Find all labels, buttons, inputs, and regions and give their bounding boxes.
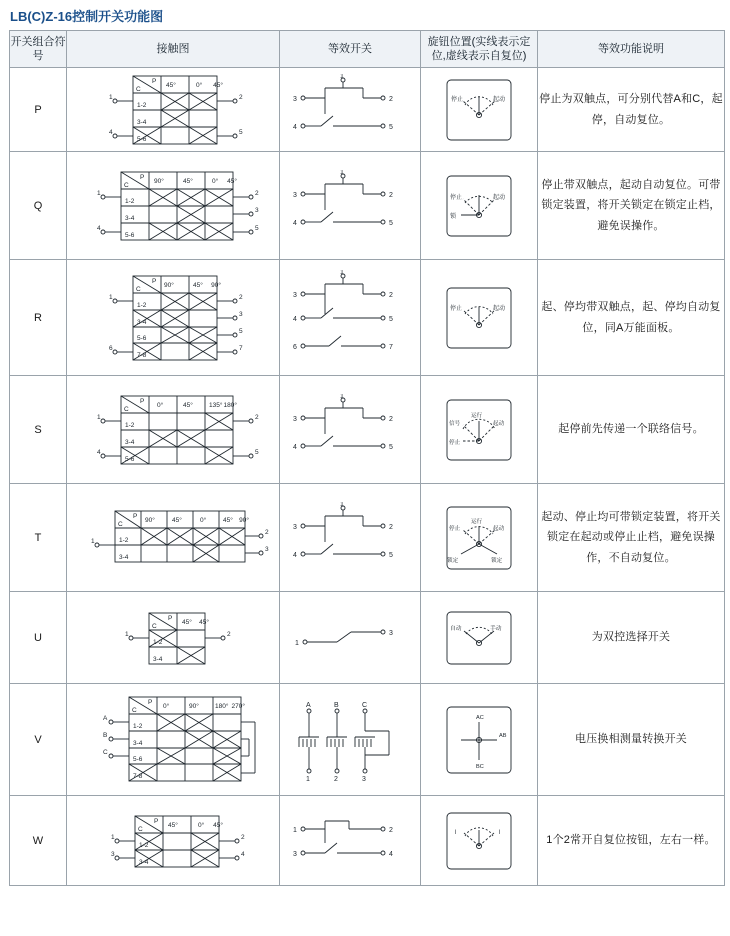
svg-text:3: 3 bbox=[293, 191, 297, 199]
header-row bbox=[10, 31, 725, 68]
knob-position-diagram bbox=[421, 68, 538, 152]
svg-text:A: A bbox=[306, 701, 311, 709]
svg-text:45°: 45° bbox=[166, 81, 176, 89]
svg-text:运行: 运行 bbox=[471, 518, 483, 525]
svg-text:B: B bbox=[103, 731, 108, 739]
svg-text:90°: 90° bbox=[164, 281, 174, 289]
svg-text:C: C bbox=[362, 701, 368, 709]
svg-text:4: 4 bbox=[389, 850, 393, 858]
svg-text:C: C bbox=[124, 181, 129, 189]
svg-text:3-4: 3-4 bbox=[133, 739, 143, 747]
svg-text:起动: 起动 bbox=[493, 96, 506, 103]
svg-text:4: 4 bbox=[109, 128, 113, 136]
svg-text:0°: 0° bbox=[157, 401, 164, 409]
svg-text:6: 6 bbox=[109, 344, 113, 352]
knob-position-diagram bbox=[421, 484, 538, 592]
svg-text:3: 3 bbox=[293, 415, 297, 423]
svg-text:90°: 90° bbox=[154, 177, 164, 185]
equivalent-switch-svg bbox=[285, 697, 415, 783]
svg-text:90°: 90° bbox=[145, 516, 155, 524]
svg-text:45°: 45° bbox=[213, 821, 223, 829]
svg-text:45°: 45° bbox=[199, 618, 209, 626]
svg-text:起动: 起动 bbox=[493, 194, 506, 201]
svg-text:5: 5 bbox=[389, 219, 393, 227]
row-description: 起停前先传递一个联络信号。 bbox=[538, 376, 725, 484]
svg-text:BC: BC bbox=[476, 763, 484, 770]
svg-text:3: 3 bbox=[293, 523, 297, 531]
svg-text:3: 3 bbox=[255, 206, 259, 214]
svg-text:45°: 45° bbox=[183, 177, 193, 185]
row-description: 电压换相测量转换开关 bbox=[538, 684, 725, 796]
svg-text:2: 2 bbox=[255, 413, 259, 421]
svg-text:4: 4 bbox=[293, 219, 297, 227]
svg-text:3: 3 bbox=[111, 850, 115, 858]
svg-text:5: 5 bbox=[255, 224, 259, 232]
contact-diagram bbox=[67, 68, 280, 152]
svg-text:5-6: 5-6 bbox=[125, 231, 135, 239]
svg-text:3-4: 3-4 bbox=[125, 438, 135, 446]
knob-position-svg bbox=[437, 502, 521, 574]
row-symbol: W bbox=[10, 796, 67, 886]
svg-text:90°: 90° bbox=[211, 281, 221, 289]
svg-text:5-6: 5-6 bbox=[137, 334, 147, 342]
svg-text:2: 2 bbox=[389, 191, 393, 199]
row-symbol: S bbox=[10, 376, 67, 484]
row-symbol: P bbox=[10, 68, 67, 152]
svg-text:停止: 停止 bbox=[450, 194, 463, 201]
contact-diagram-svg bbox=[73, 689, 273, 791]
svg-text:C: C bbox=[138, 825, 143, 833]
svg-text:1-2: 1-2 bbox=[133, 722, 143, 730]
row-description: 停止为双触点，可分别代替A和C，起停，自动复位。 bbox=[538, 68, 725, 152]
svg-text:1: 1 bbox=[295, 639, 299, 647]
svg-text:5: 5 bbox=[389, 123, 393, 131]
svg-text:0°: 0° bbox=[212, 177, 219, 185]
svg-text:5: 5 bbox=[255, 448, 259, 456]
svg-text:C: C bbox=[136, 285, 141, 293]
svg-text:1: 1 bbox=[340, 269, 344, 276]
knob-position-svg bbox=[437, 75, 521, 145]
contact-diagram-svg bbox=[73, 605, 273, 671]
svg-text:1: 1 bbox=[340, 501, 344, 508]
contact-diagram-svg bbox=[73, 268, 273, 368]
svg-text:7-8: 7-8 bbox=[137, 351, 147, 359]
contact-diagram bbox=[67, 152, 280, 260]
row-description: 起动、停止均可带锁定装置，将开关锁定在起动或停止止档，避免误操作，不自动复位。 bbox=[538, 484, 725, 592]
svg-text:AC: AC bbox=[476, 714, 484, 721]
svg-text:45°: 45° bbox=[183, 401, 193, 409]
svg-text:P: P bbox=[140, 173, 145, 181]
row-symbol: V bbox=[10, 684, 67, 796]
svg-text:C: C bbox=[132, 706, 137, 714]
svg-text:1: 1 bbox=[340, 393, 344, 400]
svg-text:90°: 90° bbox=[189, 702, 199, 710]
svg-text:C: C bbox=[103, 748, 108, 756]
svg-text:停止: 停止 bbox=[449, 525, 461, 532]
svg-text:5: 5 bbox=[389, 551, 393, 559]
function-table bbox=[9, 30, 725, 886]
header-equivalent-switch: 等效开关 bbox=[280, 31, 421, 68]
row-description: 停止带双触点，起动自动复位。可带锁定装置，将开关锁定在锁定止档，避免误操作。 bbox=[538, 152, 725, 260]
svg-text:4: 4 bbox=[97, 448, 101, 456]
knob-position-diagram bbox=[421, 376, 538, 484]
equivalent-switch-diagram bbox=[280, 152, 421, 260]
svg-text:0°: 0° bbox=[198, 821, 205, 829]
table-body bbox=[10, 68, 725, 886]
svg-text:45°: 45° bbox=[193, 281, 203, 289]
svg-text:5: 5 bbox=[389, 315, 393, 323]
table-row bbox=[10, 68, 725, 152]
knob-position-diagram bbox=[421, 260, 538, 376]
svg-text:2: 2 bbox=[389, 826, 393, 834]
svg-text:3-4: 3-4 bbox=[137, 118, 147, 126]
svg-text:1: 1 bbox=[340, 73, 344, 80]
svg-text:270°: 270° bbox=[231, 702, 245, 710]
equivalent-switch-diagram bbox=[280, 484, 421, 592]
svg-text:1-2: 1-2 bbox=[119, 536, 129, 544]
svg-text:停止: 停止 bbox=[449, 439, 461, 446]
svg-text:5: 5 bbox=[389, 443, 393, 451]
svg-text:2: 2 bbox=[389, 291, 393, 299]
page-title: LB(C)Z-16控制开关功能图 bbox=[10, 9, 164, 24]
svg-text:2: 2 bbox=[227, 630, 231, 638]
svg-text:45°: 45° bbox=[223, 516, 233, 524]
row-description: 1个2常开自复位按钮，左右一样。 bbox=[538, 796, 725, 886]
contact-diagram bbox=[67, 260, 280, 376]
svg-text:2: 2 bbox=[334, 775, 338, 783]
svg-text:1-2: 1-2 bbox=[125, 421, 135, 429]
knob-position-svg bbox=[437, 171, 521, 241]
svg-text:2: 2 bbox=[241, 833, 245, 841]
row-symbol: R bbox=[10, 260, 67, 376]
svg-text:锁定: 锁定 bbox=[447, 557, 459, 564]
svg-text:手动: 手动 bbox=[490, 625, 502, 632]
table-row bbox=[10, 260, 725, 376]
knob-position-svg bbox=[437, 283, 521, 353]
svg-text:4: 4 bbox=[293, 551, 297, 559]
svg-text:3: 3 bbox=[293, 95, 297, 103]
svg-text:0°: 0° bbox=[163, 702, 170, 710]
svg-text:3: 3 bbox=[293, 850, 297, 858]
svg-text:锁定: 锁定 bbox=[491, 557, 503, 564]
contact-diagram bbox=[67, 484, 280, 592]
equivalent-switch-svg bbox=[285, 618, 415, 658]
table-header bbox=[10, 31, 725, 68]
svg-text:2: 2 bbox=[389, 95, 393, 103]
svg-text:45°: 45° bbox=[227, 177, 237, 185]
knob-position-diagram bbox=[421, 152, 538, 260]
svg-text:C: C bbox=[136, 85, 141, 93]
svg-text:7-8: 7-8 bbox=[133, 772, 143, 780]
svg-text:1: 1 bbox=[293, 826, 297, 834]
svg-text:1: 1 bbox=[97, 413, 101, 421]
equivalent-switch-svg bbox=[285, 813, 415, 869]
svg-text:1: 1 bbox=[109, 293, 113, 301]
svg-text:P: P bbox=[148, 698, 153, 706]
svg-text:180°: 180° bbox=[215, 702, 229, 710]
contact-diagram-svg bbox=[73, 164, 273, 248]
svg-text:1-2: 1-2 bbox=[125, 197, 135, 205]
svg-text:P: P bbox=[152, 277, 157, 285]
svg-text:3-4: 3-4 bbox=[153, 655, 163, 663]
svg-text:自动: 自动 bbox=[450, 625, 462, 632]
svg-text:l: l bbox=[499, 829, 501, 836]
knob-position-svg bbox=[437, 607, 521, 669]
svg-text:45°: 45° bbox=[168, 821, 178, 829]
knob-position-diagram bbox=[421, 796, 538, 886]
svg-text:2: 2 bbox=[389, 523, 393, 531]
svg-text:1: 1 bbox=[111, 833, 115, 841]
svg-text:3-4: 3-4 bbox=[125, 214, 135, 222]
contact-diagram-svg bbox=[73, 388, 273, 472]
svg-text:C: C bbox=[152, 622, 157, 630]
svg-text:C: C bbox=[118, 520, 123, 528]
svg-text:45°: 45° bbox=[172, 516, 182, 524]
contact-diagram bbox=[67, 684, 280, 796]
knob-position-svg bbox=[437, 702, 521, 778]
table-row bbox=[10, 592, 725, 684]
contact-diagram bbox=[67, 592, 280, 684]
svg-text:1: 1 bbox=[91, 537, 95, 545]
table-row bbox=[10, 796, 725, 886]
svg-text:7: 7 bbox=[389, 343, 393, 351]
contact-diagram bbox=[67, 796, 280, 886]
svg-text:5: 5 bbox=[239, 128, 243, 136]
svg-text:1: 1 bbox=[97, 189, 101, 197]
svg-text:5-6: 5-6 bbox=[137, 135, 147, 143]
row-symbol: T bbox=[10, 484, 67, 592]
svg-text:信号: 信号 bbox=[449, 420, 461, 427]
svg-text:1-2: 1-2 bbox=[137, 101, 147, 109]
table-row bbox=[10, 484, 725, 592]
table-row bbox=[10, 152, 725, 260]
svg-text:l: l bbox=[455, 829, 457, 836]
svg-text:1: 1 bbox=[125, 630, 129, 638]
equivalent-switch-diagram bbox=[280, 376, 421, 484]
svg-text:180°: 180° bbox=[223, 401, 237, 409]
knob-position-diagram bbox=[421, 684, 538, 796]
row-symbol: Q bbox=[10, 152, 67, 260]
contact-diagram-svg bbox=[73, 503, 273, 573]
svg-text:起动: 起动 bbox=[493, 525, 505, 532]
contact-diagram bbox=[67, 376, 280, 484]
svg-text:2: 2 bbox=[255, 189, 259, 197]
row-symbol: U bbox=[10, 592, 67, 684]
header-function-description: 等效功能说明 bbox=[538, 31, 725, 68]
svg-text:起动: 起动 bbox=[493, 305, 506, 312]
svg-text:4: 4 bbox=[97, 224, 101, 232]
equivalent-switch-svg bbox=[285, 270, 415, 366]
svg-text:3-4: 3-4 bbox=[139, 858, 149, 866]
svg-text:1-2: 1-2 bbox=[153, 638, 163, 646]
svg-text:2: 2 bbox=[265, 528, 269, 536]
equivalent-switch-svg bbox=[285, 74, 415, 146]
equivalent-switch-diagram bbox=[280, 796, 421, 886]
equivalent-switch-diagram bbox=[280, 592, 421, 684]
knob-position-svg bbox=[437, 395, 521, 465]
row-description: 起、停均带双触点，起、停均自动复位，同A万能面板。 bbox=[538, 260, 725, 376]
table-row bbox=[10, 684, 725, 796]
svg-text:45°: 45° bbox=[182, 618, 192, 626]
svg-text:1: 1 bbox=[109, 93, 113, 101]
svg-text:锁: 锁 bbox=[450, 213, 457, 220]
svg-text:4: 4 bbox=[293, 123, 297, 131]
svg-text:AB: AB bbox=[499, 732, 507, 739]
svg-text:5-6: 5-6 bbox=[133, 755, 143, 763]
svg-text:P: P bbox=[140, 397, 145, 405]
svg-text:3: 3 bbox=[362, 775, 366, 783]
svg-text:1-2: 1-2 bbox=[137, 301, 147, 309]
svg-text:3-4: 3-4 bbox=[137, 318, 147, 326]
svg-text:5-6: 5-6 bbox=[125, 455, 135, 463]
svg-text:3: 3 bbox=[293, 291, 297, 299]
svg-text:0°: 0° bbox=[196, 81, 203, 89]
svg-text:3: 3 bbox=[265, 545, 269, 553]
svg-text:P: P bbox=[154, 817, 159, 825]
svg-text:4: 4 bbox=[293, 443, 297, 451]
svg-text:P: P bbox=[152, 77, 157, 85]
svg-text:3: 3 bbox=[389, 629, 393, 637]
svg-text:A: A bbox=[103, 714, 108, 722]
header-contact: 接触图 bbox=[67, 31, 280, 68]
contact-diagram-svg bbox=[73, 808, 273, 874]
svg-text:135°: 135° bbox=[209, 401, 223, 409]
equivalent-switch-diagram bbox=[280, 260, 421, 376]
svg-text:2: 2 bbox=[389, 415, 393, 423]
svg-text:2: 2 bbox=[239, 93, 243, 101]
knob-position-diagram bbox=[421, 592, 538, 684]
knob-position-svg bbox=[437, 808, 521, 874]
svg-text:停止: 停止 bbox=[451, 96, 464, 103]
svg-text:3-4: 3-4 bbox=[119, 553, 129, 561]
svg-text:停止: 停止 bbox=[450, 305, 463, 312]
svg-text:4: 4 bbox=[241, 850, 245, 858]
svg-text:起动: 起动 bbox=[493, 420, 505, 427]
svg-text:B: B bbox=[334, 701, 339, 709]
svg-text:6: 6 bbox=[293, 343, 297, 351]
contact-diagram-svg bbox=[73, 70, 273, 150]
equivalent-switch-svg bbox=[285, 394, 415, 466]
svg-text:7: 7 bbox=[239, 344, 243, 352]
svg-text:2: 2 bbox=[239, 293, 243, 301]
table-row bbox=[10, 376, 725, 484]
svg-text:P: P bbox=[133, 512, 138, 520]
svg-text:3: 3 bbox=[239, 310, 243, 318]
svg-text:1: 1 bbox=[340, 169, 344, 176]
svg-text:90°: 90° bbox=[239, 516, 249, 524]
svg-text:1-2: 1-2 bbox=[139, 841, 149, 849]
svg-text:0°: 0° bbox=[200, 516, 207, 524]
equivalent-switch-svg bbox=[285, 170, 415, 242]
equivalent-switch-diagram bbox=[280, 684, 421, 796]
svg-text:4: 4 bbox=[293, 315, 297, 323]
svg-text:1: 1 bbox=[306, 775, 310, 783]
svg-text:45°: 45° bbox=[213, 81, 223, 89]
equivalent-switch-diagram bbox=[280, 68, 421, 152]
equivalent-switch-svg bbox=[285, 502, 415, 574]
header-symbol: 开关组合符号 bbox=[10, 31, 67, 68]
svg-text:运行: 运行 bbox=[471, 412, 483, 419]
svg-text:5: 5 bbox=[239, 327, 243, 335]
svg-text:C: C bbox=[124, 405, 129, 413]
row-description: 为双控选择开关 bbox=[538, 592, 725, 684]
header-knob-position: 旋钮位置(实线表示定位,虚线表示自复位) bbox=[421, 31, 538, 68]
svg-text:P: P bbox=[168, 614, 173, 622]
